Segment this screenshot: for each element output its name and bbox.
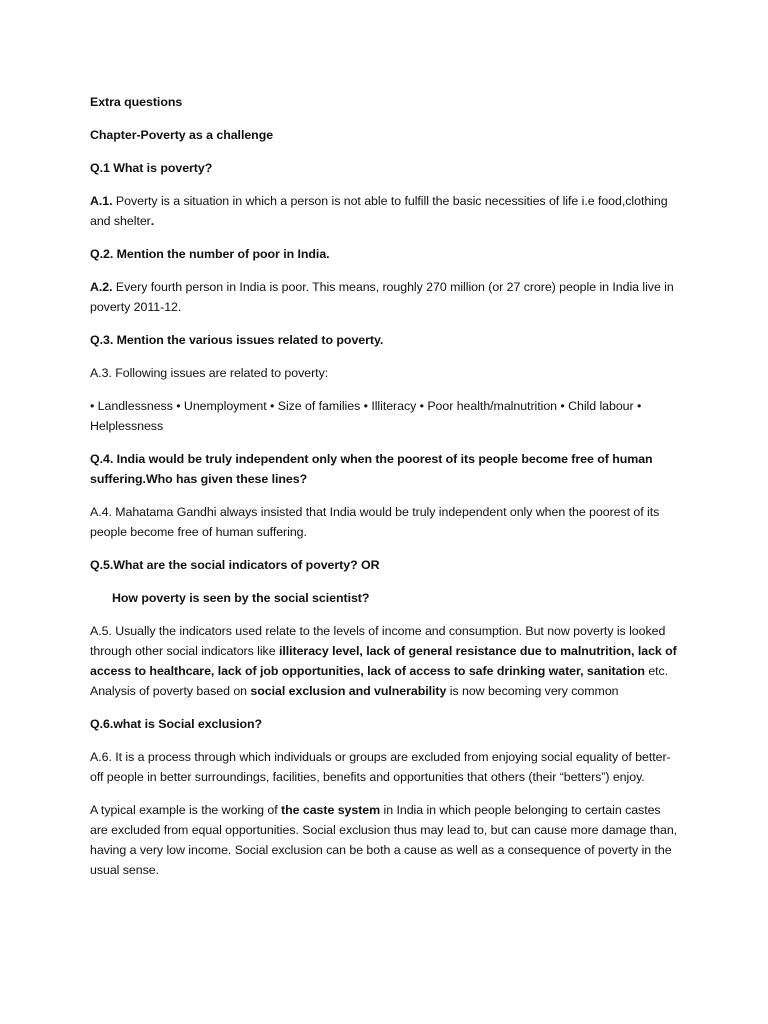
question-3: Q.3. Mention the various issues related to poverty. [90,333,384,347]
answer-1-label: A.1. [90,194,113,208]
caste-example [90,800,680,880]
caste-example-part-2: in India in which people belonging to certain castes are excluded from equal opportunities. Social exclusion thus may lead to, but can cause more damage than, having a very low income. Social exclusion can be both a cause as well as a consequence of poverty in the usual sense. [90,803,678,877]
answer-1 [90,191,680,231]
answer-5-bold-1: illiteracy level, lack of general resistance due to malnutrition, lack of access to healthcare, lack of job opportunities, lack of access to safe drinking water, sanitation [90,644,677,678]
question-5: Q.5.What are the social indicators of poverty? OR [90,558,380,572]
question-4: Q.4. India would be truly independent only when the poorest of its people become free of human suffering.Who has given these lines? [90,452,653,486]
answer-5-bold-2: social exclusion and vulnerability [250,684,447,698]
question-1: Q.1 What is poverty? [90,161,213,175]
question-2: Q.2. Mention the number of poor in India. [90,247,330,261]
answer-2 [90,277,680,317]
answer-5 [90,621,680,701]
poverty-issues-list: • Landlessness • Unemployment • Size of families • Illiteracy • Poor health/malnutrition • Child labour • Helplessness [90,399,642,433]
answer-2-label: A.2. [90,280,113,294]
question-6: Q.6.what is Social exclusion? [90,717,263,731]
document-page [90,92,680,893]
chapter-title: Chapter-Poverty as a challenge [90,128,274,142]
answer-5-part-2: etc. Analysis of poverty based on [90,664,669,698]
caste-example-part-1: A typical example is the working of [90,803,282,817]
answer-2-text: Every fourth person in India is poor. This means, roughly 270 million (or 27 crore) people in India live in poverty 2011-12. [90,280,674,314]
caste-example-bold: the caste system [281,803,381,817]
answer-4: A.4. Mahatama Gandhi always insisted that India would be truly independent only when the poorest of its people become free of human suffering. [90,505,660,539]
answer-6: A.6. It is a process through which individuals or groups are excluded from enjoying social equality of better-off people in better surroundings, facilities, benefits and opportunities that others (their “betters”) enjoy. [90,750,671,784]
answer-1-end: . [150,214,155,228]
answer-1-text: Poverty is a situation in which a person is not able to fulfill the basic necessities of life i.e food,clothing and shelter [90,194,668,228]
answer-3: A.3. Following issues are related to poverty: [90,366,329,380]
question-5-alt: How poverty is seen by the social scientist? [112,591,370,605]
document-heading: Extra questions [90,95,183,109]
answer-5-part-3: is now becoming very common [446,684,619,698]
answer-5-part-1: A.5. Usually the indicators used relate to the levels of income and consumption. But now poverty is looked through other social indicators like [90,624,666,658]
